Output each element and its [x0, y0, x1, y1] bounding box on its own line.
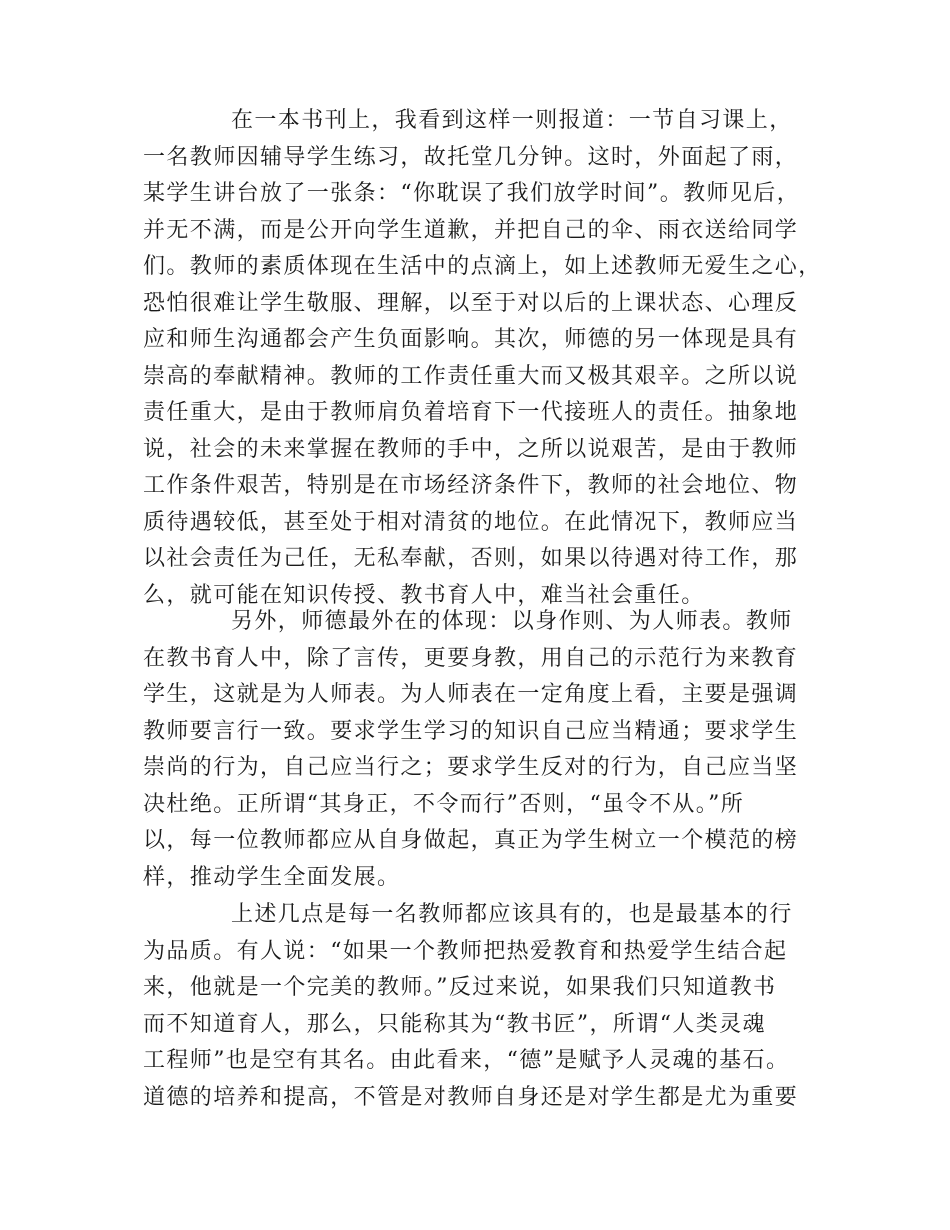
paragraph-3 [143, 897, 823, 1116]
paragraph-line: 为品质。有人说：“如果一个教师把热爱教育和热爱学生结合起 [143, 938, 788, 964]
paragraph-line: 并无不满，而是公开向学生道歉，并把自己的伞、雨衣送给同学 [143, 217, 799, 243]
paragraph-line: 道德的培养和提高，不管是对教师自身还是对学生都是尤为重要 [143, 1084, 799, 1110]
paragraph-line: 恐怕很难让学生敬服、理解，以至于对以后的上课状态、心理反 [143, 290, 799, 316]
paragraph-line: 工程师”也是空有其名。由此看来，“德”是赋予人灵魂的基石。 [143, 1048, 790, 1073]
paragraph-line: 说，社会的未来掌握在教师的手中，之所以说艰苦，是由于教师 [143, 436, 799, 462]
paragraph-line: 崇高的奉献精神。教师的工作责任重大而又极其艰辛。之所以说 [143, 363, 799, 389]
paragraph-line: 某学生讲台放了一张条：“你耽误了我们放学时间”。教师见后， [143, 181, 801, 206]
paragraph-line: 而不知道育人，那么，只能称其为“教书匠”，所谓“人类灵魂 [143, 1011, 766, 1037]
paragraph-line: 在教书育人中，除了言传，更要身教，用自己的示范行为来教育 [143, 645, 799, 671]
paragraph-line: 们。教师的素质体现在生活中的点滴上，如上述教师无爱生之心， [143, 254, 822, 279]
paragraph-line: 样，推动学生全面发展。 [143, 864, 401, 890]
paragraph-line: 上述几点是每一名教师都应该具有的，也是最基本的行 [231, 902, 793, 927]
paragraph-line: 来，他就是一个完美的教师。”反过来说，如果我们只知道教书 [143, 975, 777, 1000]
paragraph-line: 工作条件艰苦，特别是在市场经济条件下，教师的社会地位、物 [143, 473, 799, 498]
paragraph-line: 责任重大，是由于教师肩负着培育下一代接班人的责任。抽象地 [143, 400, 799, 425]
paragraph-line: 学生，这就是为人师表。为人师表在一定角度上看，主要是强调 [143, 682, 799, 707]
paragraph-line: 一名教师因辅导学生练习，故托堂几分钟。这时，外面起了雨， [143, 144, 799, 170]
paragraph-line: 么，就可能在知识传授、教书育人中，难当社会重任。 [143, 582, 705, 608]
paragraph-2 [143, 604, 823, 896]
paragraph-line: 应和师生沟通都会产生负面影响。其次，师德的另一体现是具有 [143, 327, 799, 352]
paragraph-line: 崇尚的行为，自己应当行之；要求学生反对的行为，自己应当坚 [143, 755, 799, 780]
paragraph-line: 以社会责任为己任，无私奉献，否则，如果以待遇对待工作，那 [143, 546, 799, 571]
paragraph-line: 以，每一位教师都应从自身做起，真正为学生树立一个模范的榜 [143, 828, 799, 853]
paragraph-line: 在一本书刊上，我看到这样一则报道：一节自习课上， [231, 108, 793, 133]
paragraph-line: 另外，师德最外在的体现：以身作则、为人师表。教师 [231, 609, 793, 634]
paragraph-line: 教师要言行一致。要求学生学习的知识自己应当精通；要求学生 [143, 718, 799, 744]
paragraph-line: 质待遇较低，甚至处于相对清贫的地位。在此情况下，教师应当 [143, 509, 799, 535]
paragraph-1 [143, 103, 823, 614]
paragraph-line: 决杜绝。正所谓“其身正，不令而行”否则，“虽令不从。”所 [143, 791, 745, 817]
